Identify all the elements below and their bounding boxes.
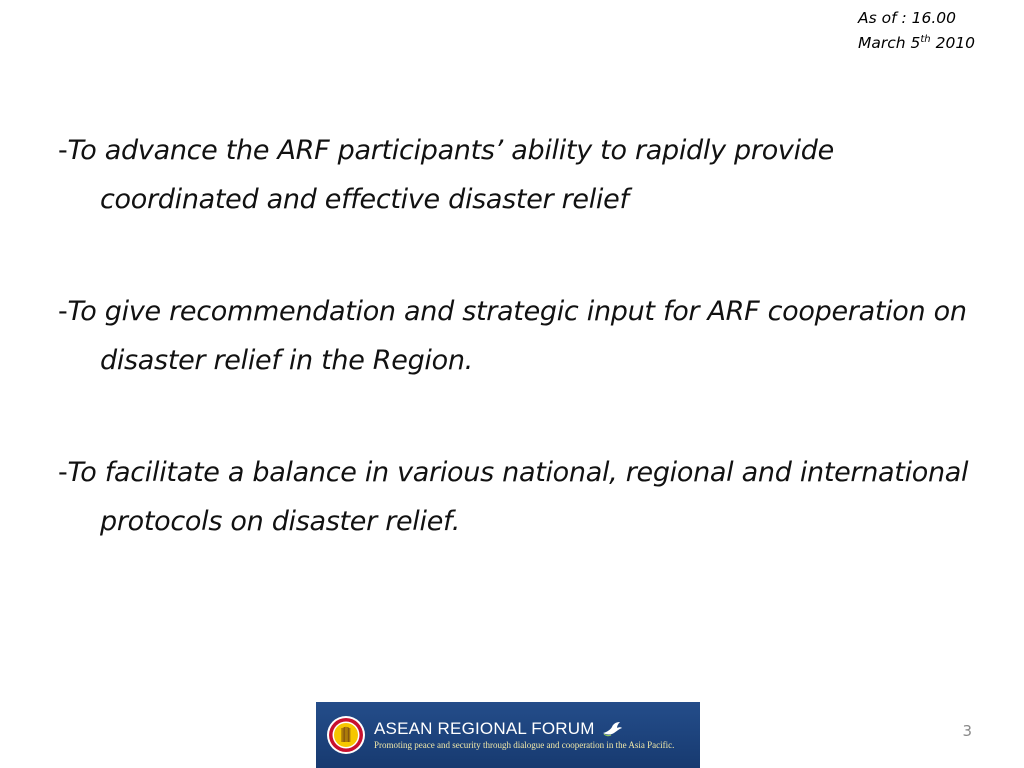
as-of-date bbox=[858, 31, 975, 56]
date-month-day: March 5 bbox=[858, 34, 921, 52]
objective-item bbox=[58, 126, 988, 224]
slide-number: 3 bbox=[962, 722, 972, 740]
banner-title-row bbox=[374, 719, 674, 739]
asean-regional-forum-banner bbox=[316, 702, 700, 768]
objective-text: To advance the ARF participants’ ability to rapidly provide coordinated and effective disaster relief bbox=[67, 135, 834, 215]
bullet-dash: - bbox=[58, 296, 68, 327]
objectives-list bbox=[58, 126, 988, 609]
timestamp-note bbox=[858, 6, 975, 56]
asean-emblem-icon bbox=[326, 715, 366, 755]
objective-item bbox=[58, 448, 988, 546]
date-year: 2010 bbox=[935, 34, 976, 52]
bullet-dash: - bbox=[58, 457, 68, 488]
date-ordinal: th bbox=[920, 33, 931, 45]
objective-text: To facilitate a balance in various national, regional and international protocols on disaster relief. bbox=[67, 457, 969, 537]
as-of-time: As of : 16.00 bbox=[858, 9, 956, 27]
banner-text bbox=[374, 719, 674, 751]
banner-tagline: Promoting peace and security through dialogue and cooperation in the Asia Pacific. bbox=[374, 740, 675, 750]
objective-text: To give recommendation and strategic input for ARF cooperation on disaster relief in the Region. bbox=[67, 296, 967, 376]
objective-item bbox=[58, 287, 988, 385]
bullet-dash: - bbox=[58, 135, 68, 166]
dove-icon bbox=[601, 721, 623, 737]
banner-title: ASEAN REGIONAL FORUM bbox=[374, 719, 595, 738]
